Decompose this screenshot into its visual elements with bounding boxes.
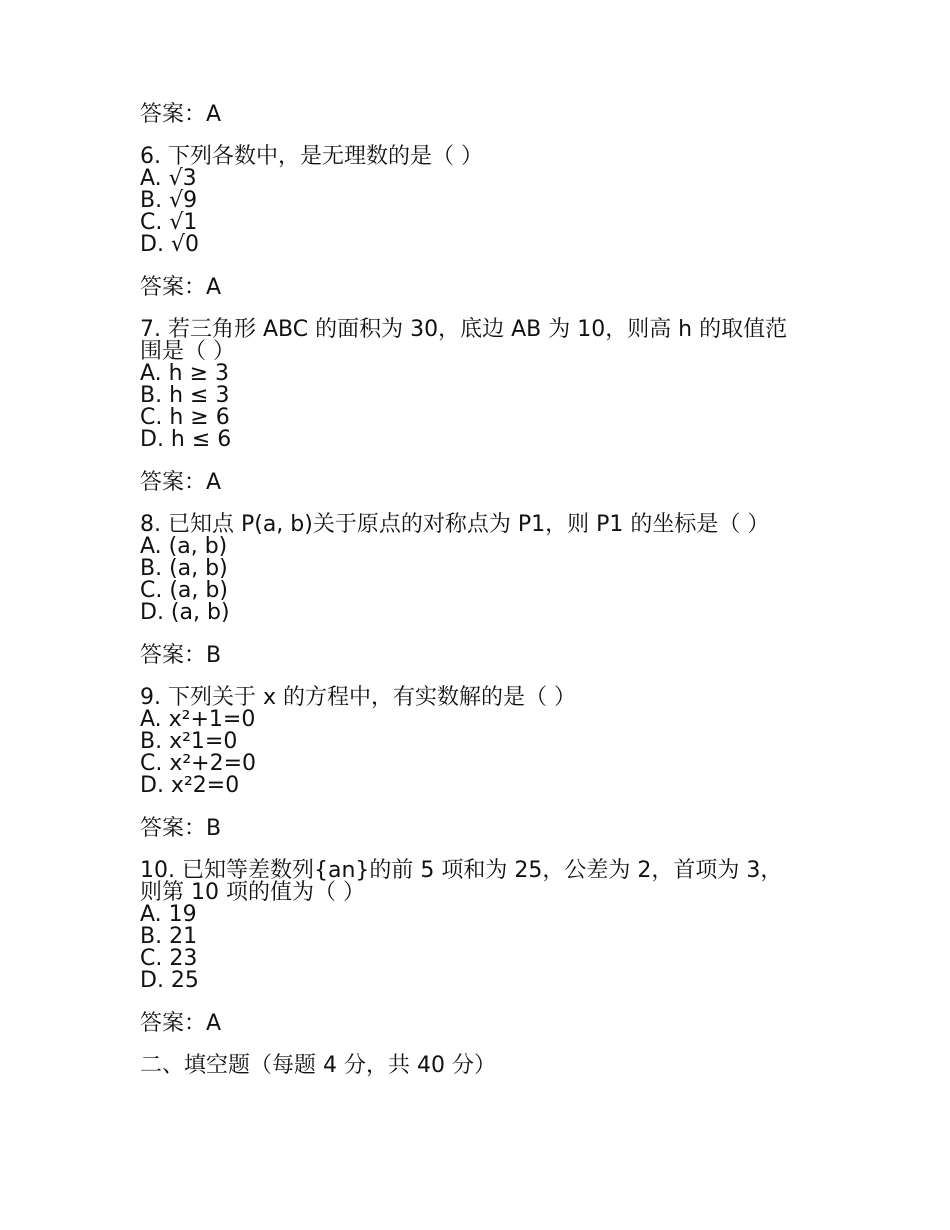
option-d: D. √0 bbox=[140, 232, 199, 257]
question-stem: 10. 已知等差数列{an}的前 5 项和为 25，公差为 2，首项为 3，则第 10 项的值为（ ） bbox=[140, 858, 783, 905]
option-b: B. x²1=0 bbox=[140, 729, 238, 754]
question-stem: 8. 已知点 P(a, b)关于原点的对称点为 P1，则 P1 的坐标是（ ） bbox=[140, 512, 770, 537]
option-a: A. 19 bbox=[140, 902, 197, 927]
option-a: A. (a, b) bbox=[140, 534, 228, 559]
question-stem: 6. 下列各数中，是无理数的是（ ） bbox=[140, 144, 483, 169]
answer-7: 答案：A bbox=[140, 470, 222, 495]
option-d: D. x²2=0 bbox=[140, 773, 240, 798]
answer-8: 答案：B bbox=[140, 643, 222, 668]
question-stem: 9. 下列关于 x 的方程中，有实数解的是（ ） bbox=[140, 685, 576, 710]
option-c: C. h ≥ 6 bbox=[140, 405, 230, 430]
answer-10: 答案：A bbox=[140, 1011, 222, 1036]
option-c: C. x²+2=0 bbox=[140, 751, 257, 776]
question-stem: 7. 若三角形 ABC 的面积为 30，底边 AB 为 10，则高 h 的取值范围是（ ） bbox=[140, 317, 788, 364]
question-9 bbox=[140, 687, 800, 840]
question-6 bbox=[140, 146, 800, 299]
answer-5: 答案：A bbox=[140, 102, 222, 127]
option-d: D. (a, b) bbox=[140, 600, 230, 625]
option-b: B. 21 bbox=[140, 924, 198, 949]
question-7 bbox=[140, 319, 800, 494]
question-10 bbox=[140, 860, 800, 1035]
option-d: D. 25 bbox=[140, 968, 199, 993]
option-c: C. 23 bbox=[140, 946, 198, 971]
option-a: A. h ≥ 3 bbox=[140, 361, 230, 386]
option-a: A. √3 bbox=[140, 166, 197, 191]
option-c: C. √1 bbox=[140, 210, 198, 235]
question-8 bbox=[140, 514, 800, 667]
exam-page bbox=[140, 104, 800, 1077]
answer-9: 答案：B bbox=[140, 816, 222, 841]
option-d: D. h ≤ 6 bbox=[140, 427, 232, 452]
option-a: A. x²+1=0 bbox=[140, 707, 256, 732]
option-b: B. √9 bbox=[140, 188, 198, 213]
option-b: B. h ≤ 3 bbox=[140, 383, 230, 408]
option-c: C. (a, b) bbox=[140, 578, 228, 603]
answer-6: 答案：A bbox=[140, 275, 222, 300]
section-heading-fill-in: 二、填空题（每题 4 分，共 40 分） bbox=[140, 1053, 496, 1078]
option-b: B. (a, b) bbox=[140, 556, 228, 581]
